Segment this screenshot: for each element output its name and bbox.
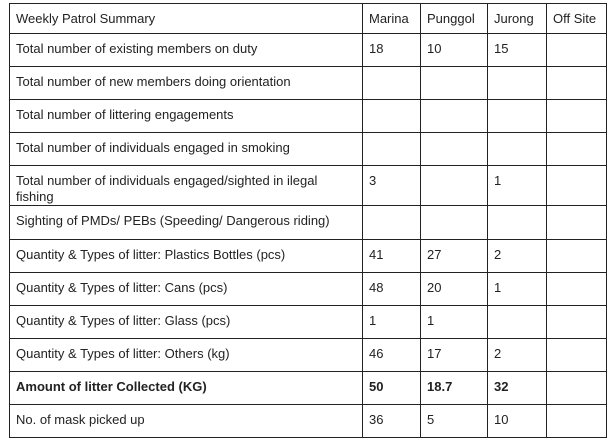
value-cell-marina: 1: [363, 306, 421, 339]
table-row: [10, 206, 607, 240]
table-row: [10, 339, 607, 372]
value-cell-punggol: 10: [421, 34, 488, 67]
row-label: Total number of individuals engaged/sighted in ilegal fishing: [10, 166, 363, 206]
value-cell-jurong: 2: [488, 240, 547, 273]
value-cell-punggol: 1: [421, 306, 488, 339]
column-header-off-site: Off Site: [547, 4, 607, 34]
column-header-marina: Marina: [363, 4, 421, 34]
value-cell-marina: [363, 100, 421, 133]
table-row: [10, 306, 607, 339]
row-label: Total number of littering engagements: [10, 100, 363, 133]
value-cell-punggol: 20: [421, 273, 488, 306]
table-row: [10, 166, 607, 206]
table-row: [10, 240, 607, 273]
value-cell-jurong: 1: [488, 166, 547, 206]
row-label: Total number of new members doing orientation: [10, 67, 363, 100]
value-cell-off-site: [547, 34, 607, 67]
row-label: No. of mask picked up: [10, 405, 363, 438]
column-header-jurong: Jurong: [488, 4, 547, 34]
value-cell-jurong: 32: [488, 372, 547, 405]
table-row: [10, 34, 607, 67]
row-label: Quantity & Types of litter: Others (kg): [10, 339, 363, 372]
value-cell-punggol: [421, 133, 488, 166]
table-header-row: [10, 4, 607, 34]
value-cell-marina: 46: [363, 339, 421, 372]
value-cell-jurong: [488, 133, 547, 166]
value-cell-punggol: 5: [421, 405, 488, 438]
value-cell-off-site: [547, 273, 607, 306]
table-title-cell: [10, 4, 363, 34]
row-label: Quantity & Types of litter: Glass (pcs): [10, 306, 363, 339]
row-label: Sighting of PMDs/ PEBs (Speeding/ Dangerous riding): [10, 206, 363, 240]
value-cell-punggol: [421, 166, 488, 206]
value-cell-marina: 50: [363, 372, 421, 405]
value-cell-off-site: [547, 67, 607, 100]
value-cell-punggol: [421, 100, 488, 133]
value-cell-off-site: [547, 240, 607, 273]
value-cell-jurong: 2: [488, 339, 547, 372]
value-cell-jurong: [488, 67, 547, 100]
table-row: [10, 405, 607, 438]
value-cell-off-site: [547, 100, 607, 133]
value-cell-punggol: 17: [421, 339, 488, 372]
value-cell-marina: [363, 67, 421, 100]
value-cell-off-site: [547, 405, 607, 438]
value-cell-marina: 3: [363, 166, 421, 206]
column-header-punggol: Punggol: [421, 4, 488, 34]
value-cell-off-site: [547, 166, 607, 206]
row-label: Total number of existing members on duty: [10, 34, 363, 67]
value-cell-marina: 36: [363, 405, 421, 438]
value-cell-jurong: 10: [488, 405, 547, 438]
row-label: Total number of individuals engaged in smoking: [10, 133, 363, 166]
value-cell-off-site: [547, 339, 607, 372]
value-cell-jurong: [488, 100, 547, 133]
value-cell-off-site: [547, 133, 607, 166]
value-cell-punggol: 18.7: [421, 372, 488, 405]
table-row: [10, 273, 607, 306]
row-label: Quantity & Types of litter: Cans (pcs): [10, 273, 363, 306]
table-row: [10, 133, 607, 166]
row-label: Quantity & Types of litter: Plastics Bottles (pcs): [10, 240, 363, 273]
table-row: [10, 100, 607, 133]
value-cell-jurong: 1: [488, 273, 547, 306]
value-cell-off-site: [547, 306, 607, 339]
weekly-patrol-summary-table: [9, 3, 607, 438]
table-row-total: [10, 372, 607, 405]
value-cell-marina: 18: [363, 34, 421, 67]
value-cell-punggol: [421, 67, 488, 100]
value-cell-jurong: [488, 306, 547, 339]
value-cell-marina: 41: [363, 240, 421, 273]
value-cell-punggol: [421, 206, 488, 240]
table-row: [10, 67, 607, 100]
value-cell-marina: [363, 133, 421, 166]
value-cell-jurong: [488, 206, 547, 240]
value-cell-marina: 48: [363, 273, 421, 306]
value-cell-off-site: [547, 206, 607, 240]
value-cell-jurong: 15: [488, 34, 547, 67]
value-cell-marina: [363, 206, 421, 240]
value-cell-off-site: [547, 372, 607, 405]
row-label: Amount of litter Collected (KG): [10, 372, 363, 405]
table-title: Weekly Patrol Summary: [16, 11, 156, 26]
value-cell-punggol: 27: [421, 240, 488, 273]
